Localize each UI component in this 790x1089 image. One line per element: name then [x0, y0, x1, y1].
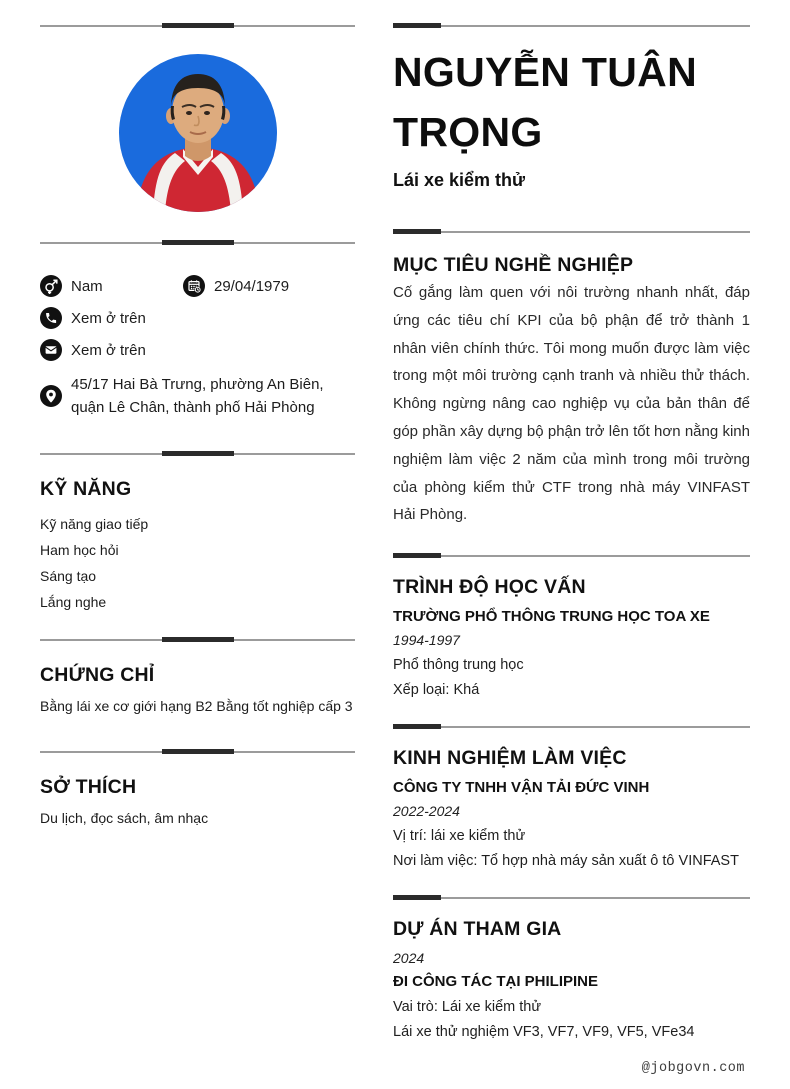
experience-workplace: Nơi làm việc: Tổ hợp nhà máy sản xuất ô tô VINFAST [393, 853, 739, 870]
personal-info [40, 275, 355, 419]
hobbies-heading: SỞ THÍCH [40, 776, 137, 798]
address-value: 45/17 Hai Bà Trưng, phường An Biên, quận Lê Chân, thành phố Hải Phòng [71, 376, 324, 416]
calendar-icon [183, 275, 205, 297]
address-row [40, 373, 355, 419]
project-year: 2024 [393, 950, 425, 967]
email-row [40, 339, 355, 361]
email-icon [40, 339, 62, 361]
skills-heading: KỸ NĂNG [40, 478, 132, 500]
gender-icon [40, 275, 62, 297]
avatar [119, 54, 277, 212]
skills-list [40, 511, 355, 615]
skill-item: Sáng tạo [40, 568, 97, 584]
birthday-value: 29/04/1979 [214, 277, 290, 295]
experience-section [393, 747, 750, 900]
phone-icon [40, 307, 62, 329]
skill-item: Ham học hỏi [40, 542, 119, 558]
watermark: @jobgovn.com [641, 1061, 745, 1076]
right-column [393, 23, 750, 1042]
skill-item: Kỹ năng giao tiếp [40, 516, 149, 532]
skill-item: Lắng nghe [40, 594, 107, 610]
project-description: Lái xe thử nghiệm VF3, VF7, VF9, VF5, VFe34 [393, 1024, 695, 1041]
section-divider [40, 240, 355, 245]
experience-heading: KINH NGHIỆM LÀM VIỆC [393, 747, 627, 770]
section-divider [393, 553, 750, 558]
education-years: 1994-1997 [393, 632, 460, 649]
experience-years: 2022-2024 [393, 803, 460, 820]
education-section [393, 576, 750, 729]
profile-photo [119, 54, 277, 212]
phone-value: Xem ở trên [71, 309, 146, 327]
location-icon [40, 385, 62, 407]
objective-heading: MỤC TIÊU NGHỀ NGHIỆP [393, 254, 634, 276]
objective-text: Cố gắng làm quen với nôi trường nhanh nhất, đáp ứng các tiêu chí KPI của bộ phận để trở thành 1 nhân viên chính thức. Tôi mong muốn được làm việc trong một môi trường cạnh tranh và nhiều thử thách. Không ngừng nâng cao nghiệp vụ của bản thân để góp phần xây dựng bộ phận trở lên tốt hơn nằng kinh nghiệm làm việc 2 năm của mình trong môi trường của phòng kiểm thử CTF trong nhà máy VINFAST Hải Phòng. [393, 284, 750, 524]
gender-value: Nam [71, 277, 103, 295]
project-role: Vai trò: Lái xe kiểm thử [393, 999, 542, 1016]
projects-section [393, 918, 750, 1042]
section-divider [393, 229, 750, 234]
certificates-heading: CHỨNG CHỈ [40, 664, 155, 686]
job-title: Lái xe kiểm thử [393, 170, 526, 190]
section-divider [40, 637, 355, 642]
education-grade: Xếp loại: Khá [393, 682, 480, 699]
email-value: Xem ở trên [71, 341, 146, 359]
education-degree: Phổ thông trung học [393, 657, 524, 674]
section-divider [393, 895, 750, 900]
candidate-name: NGUYỄN TUÂN TRỌNG [393, 49, 697, 155]
left-column [40, 23, 355, 1042]
gender-row [40, 275, 183, 297]
certificates-text: Bằng lái xe cơ giới hạng B2 Bằng tốt nghiệp cấp 3 [40, 698, 353, 714]
phone-row [40, 307, 355, 329]
projects-heading: DỰ ÁN THAM GIA [393, 918, 562, 941]
birthday-row [183, 275, 355, 297]
section-divider [393, 23, 750, 28]
section-divider [40, 749, 355, 754]
project-name: ĐI CÔNG TÁC TẠI PHILIPINE [393, 973, 599, 991]
section-divider [40, 451, 355, 456]
education-school: TRƯỜNG PHỔ THÔNG TRUNG HỌC TOA XE [393, 608, 710, 626]
objective-section [393, 254, 750, 558]
education-heading: TRÌNH ĐỘ HỌC VẤN [393, 576, 586, 599]
section-divider [40, 23, 355, 28]
section-divider [393, 724, 750, 729]
experience-position: Vị trí: lái xe kiểm thử [393, 828, 526, 845]
hobbies-text: Du lịch, đọc sách, âm nhạc [40, 810, 209, 826]
experience-company: CÔNG TY TNHH VẬN TẢI ĐỨC VINH [393, 779, 650, 797]
